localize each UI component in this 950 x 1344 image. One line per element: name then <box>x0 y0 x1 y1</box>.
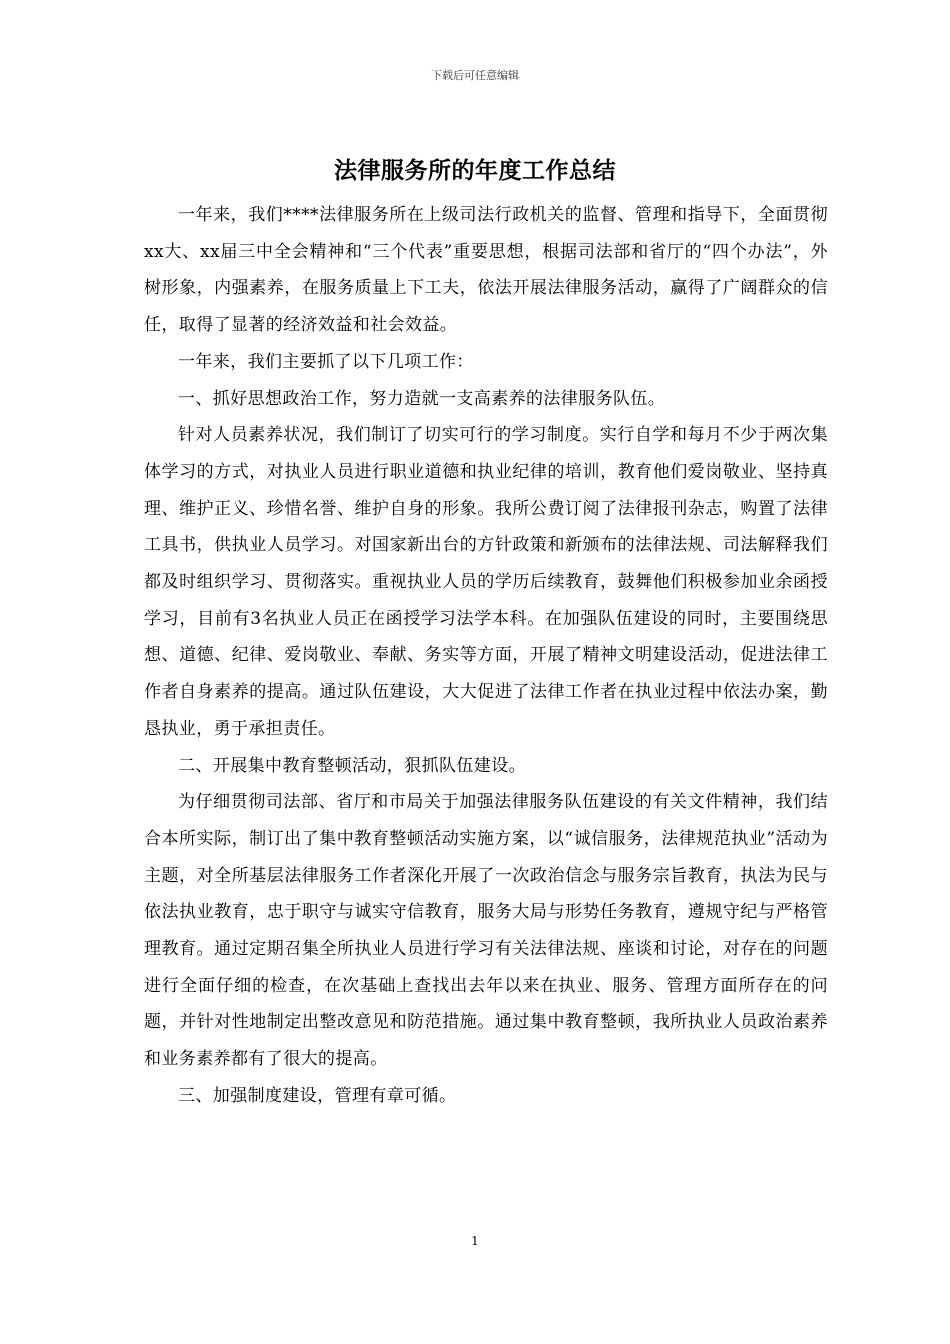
section-heading-1: 一、抓好思想政治工作，努力造就一支高素养的法律服务队伍。 <box>178 388 666 409</box>
document-title: 法律服务所的年度工作总结 <box>334 158 616 184</box>
section-heading-3: 三、加强制度建设，管理有章可循。 <box>178 1085 457 1106</box>
header-note: 下载后可任意编辑 <box>431 69 519 82</box>
section-heading-2: 二、开展集中教育整顿活动，狠抓队伍建设。 <box>178 755 526 776</box>
paragraph-section-1: 针对人员素养状况，我们制订了切实可行的学习制度。实行自学和每月不少于两次集体学习的方式，对执业人员进行职业道德和执业纪律的培训，教育他们爱岗敬业、坚持真理、维护正义、珍惜名誉、维护自身的形象。我所公费订阅了法律报刊杂志，购置了法律工具书，供执业人员学习。对国家新出台的方针政策和新颁布的法律法规、司法解释我们都及时组织学习、贯彻落实。重视执业人员的学历后续教育，鼓舞他们积极参加业余函授学习，目前有3名执业人员正在函授学习法学本科。在加强队伍建设的同时，主要围绕思想、道德、纪律、爱岗敬业、奉献、务实等方面，开展了精神文明建设活动，促进法律工作者自身素养的提高。通过队伍建设，大大促进了法律工作者在执业过程中依法办案，勤恳执业，勇于承担责任。 <box>144 425 828 739</box>
paragraph-summary-lead: 一年来，我们主要抓了以下几项工作： <box>178 351 474 372</box>
page-number: 1 <box>471 1234 479 1248</box>
document-body <box>144 197 828 1115</box>
paragraph-section-2: 为仔细贯彻司法部、省厅和市局关于加强法律服务队伍建设的有关文件精神，我们结合本所实际，制订出了集中教育整顿活动实施方案，以“诚信服务，法律规范执业”活动为主题，对全所基层法律服务工作者深化开展了一次政治信念与服务宗旨教育，执法为民与依法执业教育，忠于职守与诚实守信教育，服务大局与形势任务教育，遵规守纪与严格管理教育。通过定期召集全所执业人员进行学习有关法律法规、座谈和讨论，对存在的问题进行全面仔细的检查，在次基础上查找出去年以来在执业、服务、管理方面所存在的问题，并针对性地制定出整改意见和防范措施。通过集中教育整顿，我所执业人员政治素养和业务素养都有了很大的提高。 <box>144 792 828 1070</box>
paragraph-intro: 一年来，我们****法律服务所在上级司法行政机关的监督、管理和指导下，全面贯彻xx大、xx届三中全会精神和“三个代表”重要思想，根据司法部和省厅的“四个办法”，外树形象，内强素养，在服务质量上下工夫，依法开展法律服务活动，赢得了广阔群众的信任，取得了显著的经济效益和社会效益。 <box>144 205 828 336</box>
